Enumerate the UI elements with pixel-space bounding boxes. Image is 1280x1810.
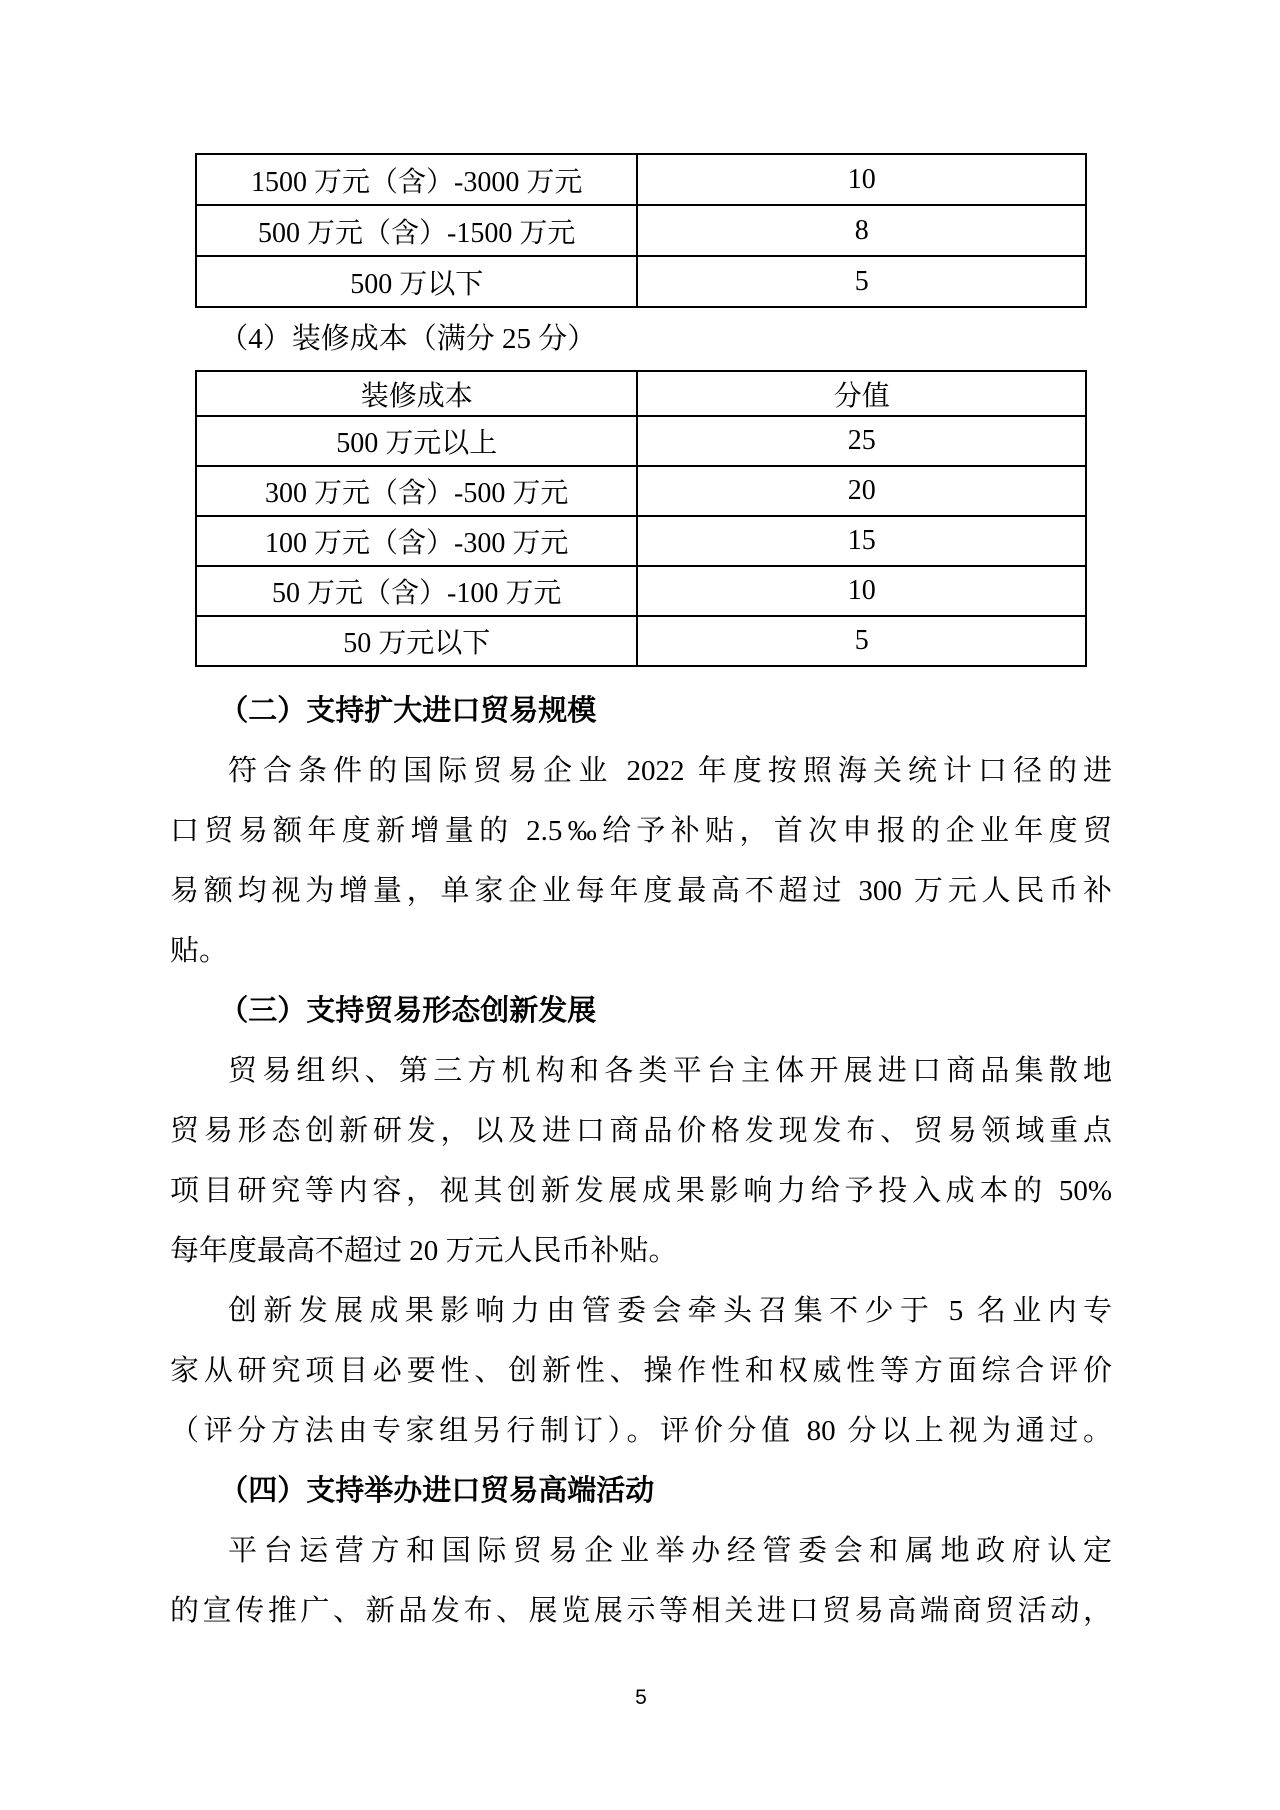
body-line: 家从研究项目必要性、创新性、操作性和权威性等方面综合评价: [170, 1355, 1112, 1387]
rent-score-table-continued: [195, 153, 1087, 308]
score-cell: 5: [637, 256, 1086, 307]
table-row: [196, 616, 1086, 666]
body-line: 口贸易额年度新增量的 2.5‰给予补贴，首次申报的企业年度贸: [170, 815, 1112, 847]
range-cell: 100 万元（含）-300 万元: [196, 516, 637, 566]
body-line: 每年度最高不超过 20 万元人民币补贴。: [170, 1235, 678, 1267]
body-line: 贴。: [170, 935, 229, 967]
body-line: 符合条件的国际贸易企业 2022 年度按照海关统计口径的进: [228, 755, 1112, 787]
range-cell: 1500 万元（含）-3000 万元: [196, 154, 637, 205]
body-line: 贸易形态创新研发，以及进口商品价格发现发布、贸易领域重点: [170, 1115, 1112, 1147]
section-heading-3: （三）支持贸易形态创新发展: [219, 995, 597, 1027]
range-cell: 500 万元以上: [196, 416, 637, 466]
page-number: 5: [635, 1686, 647, 1709]
score-cell: 10: [637, 154, 1086, 205]
range-cell: 300 万元（含）-500 万元: [196, 466, 637, 516]
body-line: 平台运营方和国际贸易企业举办经管委会和属地政府认定: [228, 1535, 1112, 1567]
range-header-cell: 装修成本: [196, 371, 637, 416]
range-cell: 50 万元以下: [196, 616, 637, 666]
score-cell: 15: [637, 516, 1086, 566]
score-cell: 10: [637, 566, 1086, 616]
table-row: [196, 516, 1086, 566]
range-cell: 500 万以下: [196, 256, 637, 307]
body-line: 易额均视为增量，单家企业每年度最高不超过 300 万元人民币补: [170, 875, 1112, 907]
body-line: 贸易组织、第三方机构和各类平台主体开展进口商品集散地: [228, 1055, 1112, 1087]
section-heading-2: （二）支持扩大进口贸易规模: [219, 695, 597, 727]
body-line: 创新发展成果影响力由管委会牵头召集不少于 5 名业内专: [228, 1295, 1112, 1327]
table-row: [196, 416, 1086, 466]
section-heading-4: （四）支持举办进口贸易高端活动: [219, 1475, 655, 1507]
table-row: [196, 205, 1086, 256]
score-cell: 25: [637, 416, 1086, 466]
body-line: 项目研究等内容，视其创新发展成果影响力给予投入成本的 50%: [170, 1175, 1112, 1207]
score-header-cell: 分值: [637, 371, 1086, 416]
table-row: [196, 256, 1086, 307]
sub-heading-renovation-cost: （4）装修成本（满分 25 分）: [219, 323, 597, 355]
table-row: [196, 154, 1086, 205]
table-header-row: [196, 371, 1086, 416]
table-row: [196, 566, 1086, 616]
renovation-score-table: [195, 370, 1087, 667]
body-line: （评分方法由专家组另行制订）。评价分值 80 分以上视为通过。: [170, 1415, 1112, 1447]
score-cell: 5: [637, 616, 1086, 666]
range-cell: 50 万元（含）-100 万元: [196, 566, 637, 616]
score-cell: 20: [637, 466, 1086, 516]
body-text: [170, 681, 1112, 1641]
range-cell: 500 万元（含）-1500 万元: [196, 205, 637, 256]
page-content: [0, 153, 1280, 1713]
score-cell: 8: [637, 205, 1086, 256]
body-line: 的宣传推广、新品发布、展览展示等相关进口贸易高端商贸活动，: [170, 1595, 1112, 1627]
table-row: [196, 466, 1086, 516]
